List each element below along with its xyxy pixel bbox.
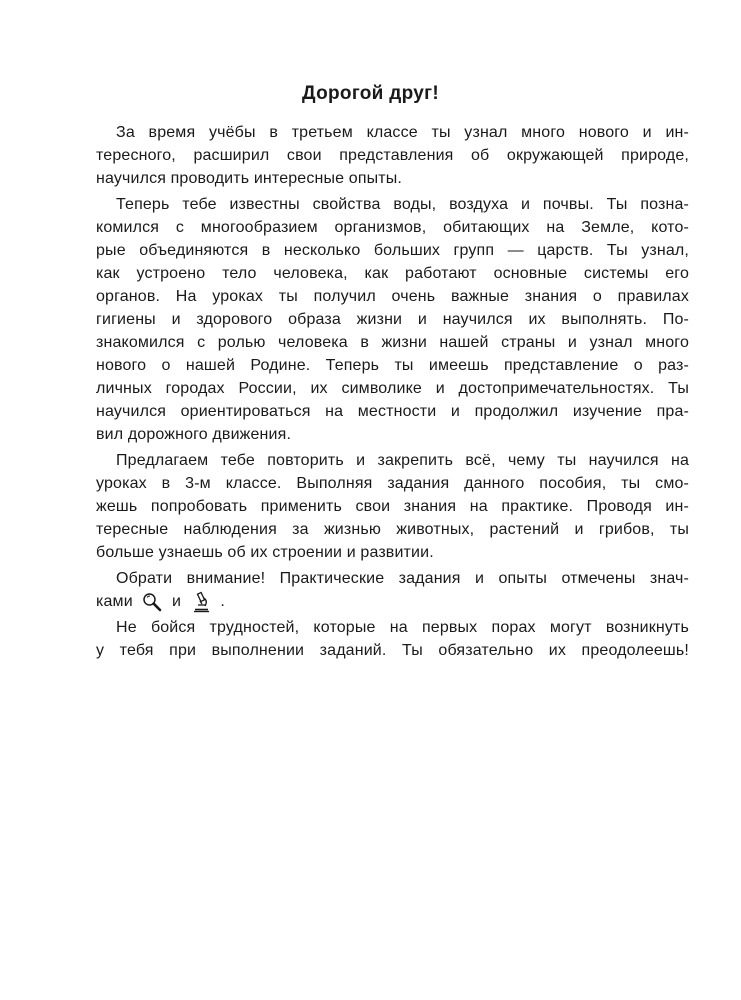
text-line: комился с многообразием организмов, обитающих на Земле, кото- xyxy=(96,219,689,236)
paragraph-2 xyxy=(96,193,689,446)
paragraph-5 xyxy=(96,616,689,662)
text-line: как устроено тело человека, как работают основные системы его xyxy=(96,265,689,282)
text-line: органов. На уроках ты получил очень важные знания о правилах xyxy=(96,288,689,305)
paragraph-4 xyxy=(96,567,689,613)
text-line: больше узнаешь об их строении и развитии. xyxy=(96,544,434,561)
text-line: научился проводить интересные опыты. xyxy=(96,170,403,187)
text-line-with-icons xyxy=(96,590,689,613)
text-line: тересные наблюдения за жизнью животных, растений и грибов, ты xyxy=(96,521,689,538)
magnifier-icon xyxy=(141,591,163,613)
page-title: Дорогой друг! xyxy=(302,83,439,104)
text-line: Теперь тебе известны свойства воды, воздуха и почвы. Ты позна- xyxy=(116,196,689,213)
text-line: личных городах России, их символике и достопримечательностях. Ты xyxy=(96,380,689,397)
text-line: За время учёбы в третьем классе ты узнал много нового и ин- xyxy=(116,124,689,141)
text-fragment: ками xyxy=(96,593,133,610)
text-line: рые объединяются в несколько больших групп — царств. Ты узнал, xyxy=(96,242,689,259)
text-line: Предлагаем тебе повторить и закрепить всё, чему ты научился на xyxy=(116,452,689,469)
text-line: уроках в 3-м классе. Выполняя задания данного пособия, ты смо- xyxy=(96,475,689,492)
text-line: нового о нашей Родине. Теперь ты имеешь представление о раз- xyxy=(96,357,689,374)
paragraph-1 xyxy=(96,121,689,190)
paragraph-3 xyxy=(96,449,689,564)
text-line: Обрати внимание! Практические задания и опыты отмечены знач- xyxy=(116,570,689,587)
text-fragment: и xyxy=(172,593,182,610)
text-line: гигиены и здорового образа жизни и научился их выполнять. По- xyxy=(96,311,689,328)
text-line: тересного, расширил свои представления об окружающей природе, xyxy=(96,147,689,164)
text-fragment: . xyxy=(220,593,225,610)
microscope-icon xyxy=(190,591,212,613)
text-line: жешь попробовать применить свои знания на практике. Проводя ин- xyxy=(96,498,689,515)
text-line: Не бойся трудностей, которые на первых порах могут возникнуть xyxy=(116,619,689,636)
body-text xyxy=(96,121,689,662)
text-line: научился ориентироваться на местности и продолжил изучение пра- xyxy=(96,403,689,420)
text-line: знакомился с ролью человека в жизни нашей страны и узнал много xyxy=(96,334,689,351)
text-line: у тебя при выполнении заданий. Ты обязательно их преодолеешь! xyxy=(96,642,689,659)
text-line: вил дорожного движения. xyxy=(96,426,292,443)
